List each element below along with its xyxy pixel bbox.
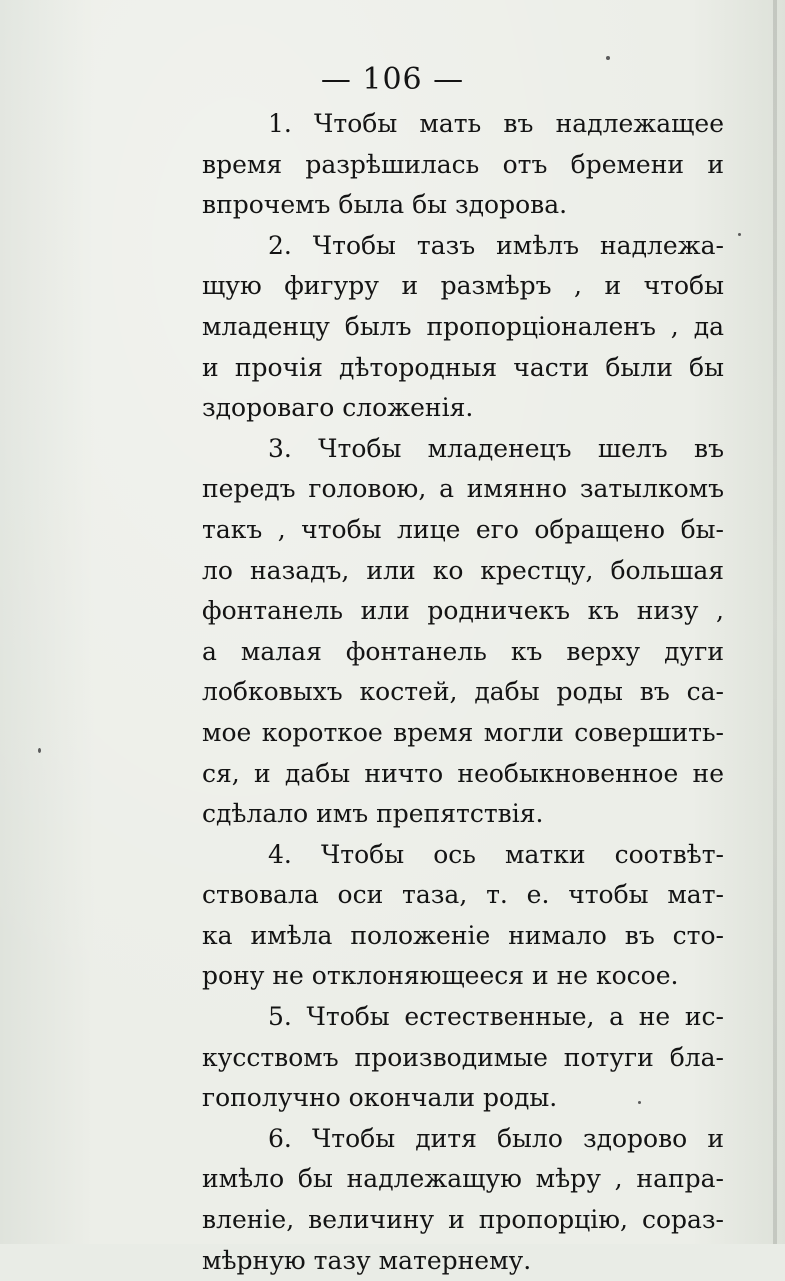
text-line: ся, и дабы ничто необыкновенное не: [202, 758, 724, 788]
text-line: передъ головою, а имянно затылкомъ: [202, 474, 724, 504]
text-line: 6. Чтобы дитя было здорово и: [268, 1123, 724, 1153]
text-line: кусствомъ производимые потуги бла-: [202, 1042, 724, 1072]
text-line: время разрѣшилась отъ бремени и: [202, 149, 724, 179]
ink-speck: [638, 1101, 641, 1104]
paragraph-6: [202, 1119, 724, 1281]
text-line: гополучно окончали роды.: [202, 1083, 558, 1113]
text-line: такъ , чтобы лице его обращено бы-: [202, 514, 724, 544]
text-line: 2. Чтобы тазъ имѣлъ надлежа-: [268, 230, 724, 260]
text-line: мѣрную тазу матернему.: [202, 1245, 532, 1275]
ink-speck: [606, 56, 610, 60]
text-line: ло назадъ, или ко крестцу, большая: [202, 555, 724, 585]
text-line: сдѣлало имъ препятствія.: [202, 799, 544, 829]
paragraph-1: [202, 104, 724, 226]
text-line: вленіе, величину и пропорцію, сораз-: [202, 1205, 724, 1235]
text-line: младенцу былъ пропорціоналенъ , да: [202, 311, 724, 341]
text-line: щую фигуру и размѣръ , и чтобы: [202, 271, 724, 301]
paragraph-5: [202, 997, 724, 1119]
text-line: здороваго сложенія.: [202, 393, 474, 423]
text-line: ка имѣла положеніе нимало въ сто-: [202, 920, 724, 950]
text-block: [202, 104, 724, 1281]
text-line: 5. Чтобы естественные, а не ис-: [268, 1002, 724, 1032]
text-line: 3. Чтобы младенецъ шелъ въ: [268, 433, 724, 463]
text-line: фонтанель или родничекъ къ низу ,: [202, 596, 724, 626]
text-line: лобковыхъ костей, дабы роды въ са-: [202, 677, 724, 707]
paragraph-4: [202, 835, 724, 997]
text-line: ствовала оси таза, т. е. чтобы мат-: [202, 880, 724, 910]
text-line: и прочія дѣтородныя части были бы: [202, 352, 724, 382]
text-line: впрочемъ была бы здорова.: [202, 190, 568, 220]
paragraph-2: [202, 226, 724, 429]
paragraph-3: [202, 429, 724, 835]
ink-speck: [738, 233, 741, 236]
ink-speck: [38, 748, 41, 753]
text-line: а малая фонтанель къ верху дуги: [202, 636, 724, 666]
text-line: 1. Чтобы мать въ надлежащее: [268, 109, 724, 138]
text-line: рону не отклоняющееся и не косое.: [202, 961, 679, 991]
page-number: — 106 —: [320, 62, 465, 97]
text-line: мое короткое время могли совершить-: [202, 717, 724, 747]
page-edge-shadow: [773, 0, 777, 1244]
text-line: имѣло бы надлежащую мѣру , напра-: [202, 1164, 724, 1194]
text-line: 4. Чтобы ось матки соотвѣт-: [268, 839, 724, 869]
